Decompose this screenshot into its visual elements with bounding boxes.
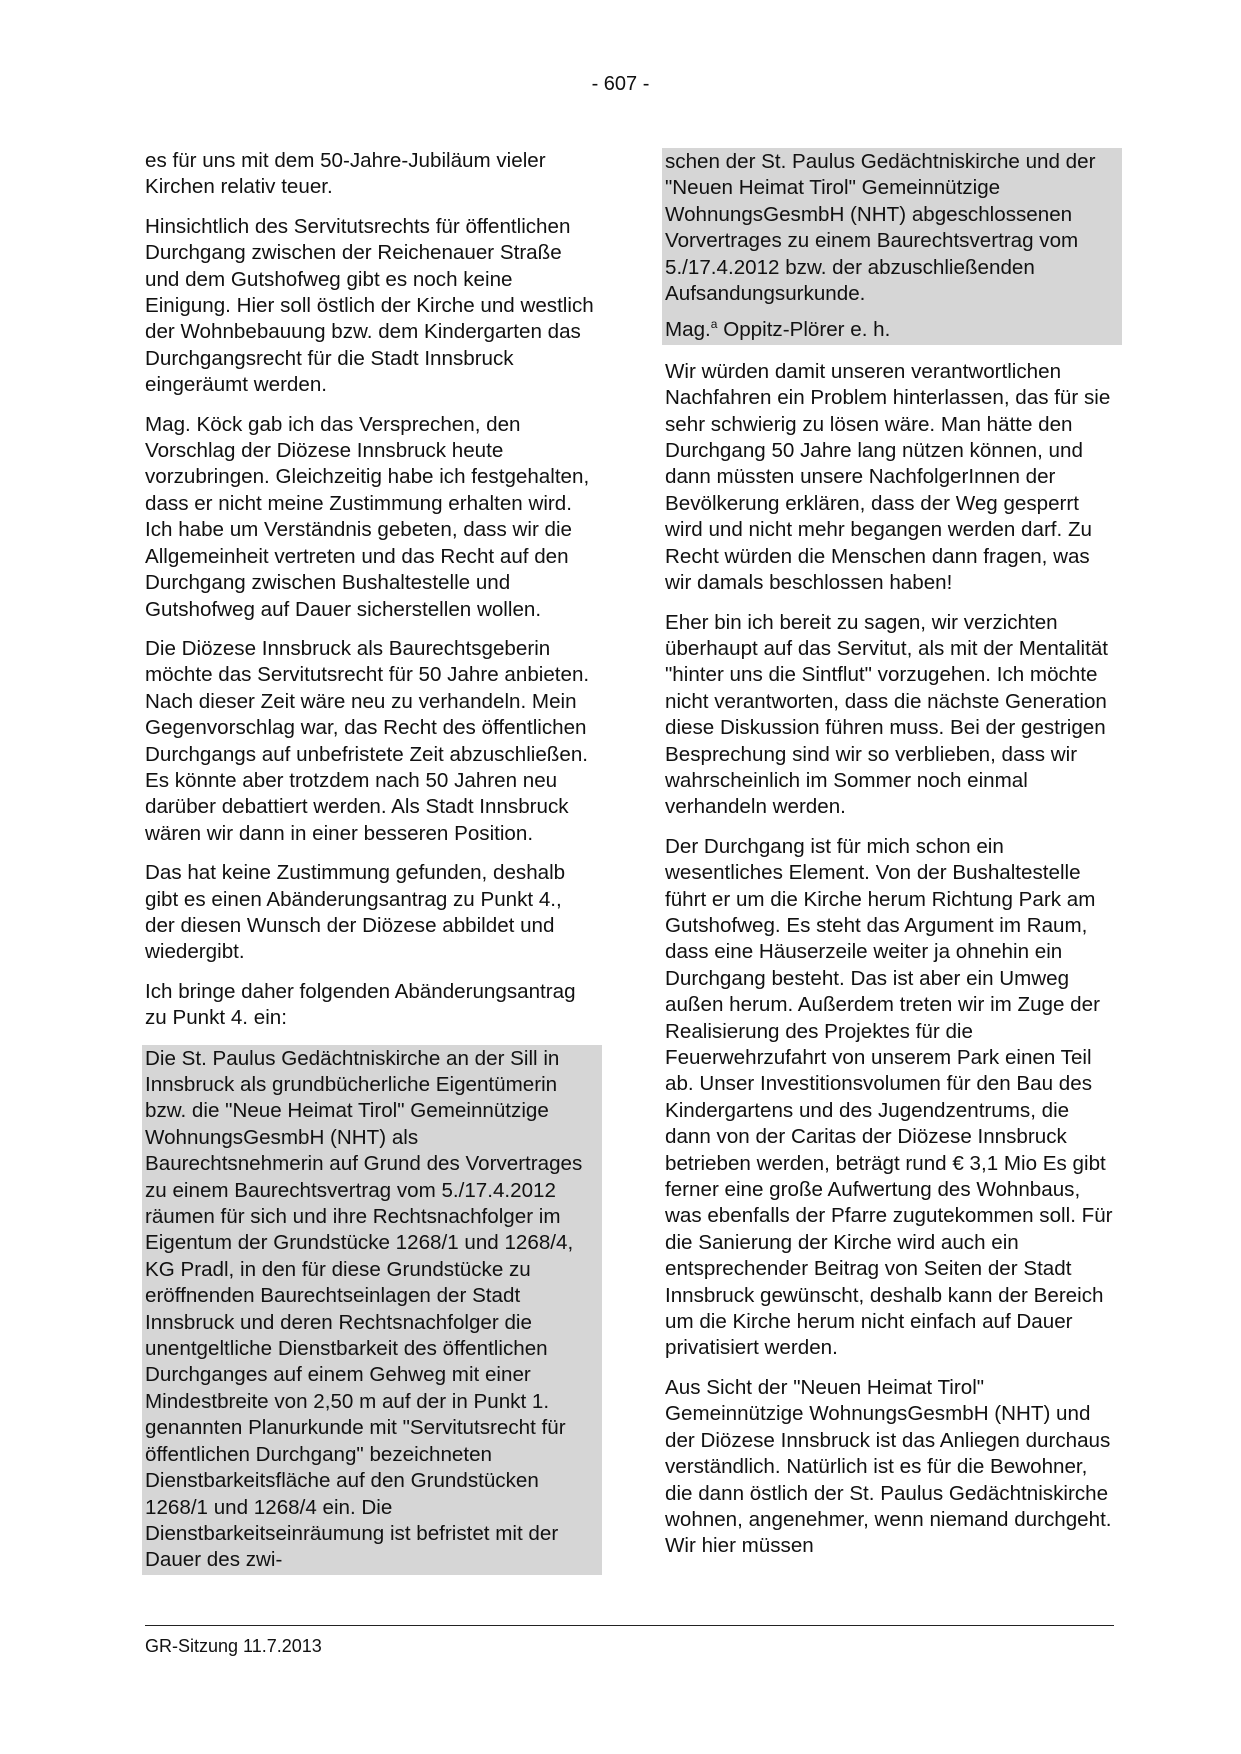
paragraph: es für uns mit dem 50-Jahre-Jubiläum vieler Kirchen relativ teuer. bbox=[145, 149, 546, 199]
footer-divider bbox=[145, 1625, 1114, 1626]
paragraph: Eher bin ich bereit zu sagen, wir verzichten überhaupt auf das Servitut, als mit der Mentalität "hinter uns die Sintflut" vorzugehen. Ich möchte nicht verantworten, dass die nächste Generation diese Diskussion führen muss. Bei der gestrigen Besprechung sind wir so verblieben, dass wir wahrscheinlich im Sommer noch einmal verhandeln werden. bbox=[665, 610, 1108, 819]
amendment-motion-box bbox=[142, 1045, 602, 1575]
right-column bbox=[665, 148, 1117, 1573]
amendment-motion-continuation: schen der St. Paulus Gedächtniskirche und der "Neuen Heimat Tirol" Gemeinnützige WohnungsGesmbH (NHT) abgeschlossenen Vorvertrages zu einem Baurechtsvertrag vom 5./17.4.2012 bzw. der abzuschließenden Aufsandungsurkunde. bbox=[665, 150, 1096, 306]
signature-title: Mag. bbox=[665, 318, 711, 342]
paragraph: Ich bringe daher folgenden Abänderungsantrag zu Punkt 4. ein: bbox=[145, 979, 576, 1030]
amendment-motion-box-continued bbox=[662, 148, 1122, 345]
paragraph: Der Durchgang ist für mich schon ein wesentliches Element. Von der Bushaltestelle führt er um die Kirche herum Richtung Park am Gutshofweg. Es steht das Argument im Raum, dass eine Häuserzeile weiter ja ohnehin ein Durchgang besteht. Das ist aber ein Umweg außen herum. Außerdem treten wir im Zuge der Realisierung des Projektes für die Feuerwehrzufahrt von unserem Park einen Teil ab. Unser Investitionsvolumen für den Bau des Kindergartens und des Jugendzentrums, die dann von der Caritas der Diözese Innsbruck betrieben werden, beträgt rund € 3,1 Mio Es gibt ferner eine große Aufwertung des Wohnbaus, was ebenfalls der Pfarre zugutekommen soll. Für die Sanierung der Kirche wird auch ein entsprechender Beitrag von Seiten der Stadt Innsbruck gewünscht, deshalb kann der Bereich um die Kirche herum nicht einfach auf Dauer privatisiert werden. bbox=[665, 834, 1113, 1360]
signature-name: Oppitz-Plörer e. h. bbox=[717, 318, 891, 342]
page-number: - 607 - bbox=[591, 73, 650, 95]
paragraph: Hinsichtlich des Servitutsrechts für öffentlichen Durchgang zwischen der Reichenauer Straße und dem Gutshofweg gibt es noch keine Einigung. Hier soll östlich der Kirche und westlich der Wohnbebauung bzw. dem Kindergarten das Durchgangsrecht für die Stadt Innsbruck eingeräumt werden. bbox=[145, 214, 594, 397]
amendment-motion-text: Die St. Paulus Gedächtniskirche an der Sill in Innsbruck als grundbücherliche Eigentümerin bzw. die "Neue Heimat Tirol" Gemeinnützige WohnungsGesmbH (NHT) als Baurechtsnehmerin auf Grund des Vorvertrages zu einem Baurechtsvertrag vom 5./17.4.2012 räumen für sich und ihre Rechtsnachfolger im Eigentum der Grundstücke 1268/1 und 1268/4, KG Pradl, in den für diese Grundstücke zu eröffnenden Baurechtseinlagen der Stadt Innsbruck und deren Rechtsnachfolger die unentgeltliche Dienstbarkeit des öffentlichen Durchganges auf einem Gehweg mit einer Mindestbreite von 2,50 m auf der in Punkt 1. genannten Planurkunde mit "Servitutsrecht für öffentlichen Durchgang" bezeichneten Dienstbarkeitsfläche auf den Grundstücken 1268/1 und 1268/4 ein. Die Dienstbarkeitseinräumung ist befristet mit der Dauer des zwi- bbox=[145, 1046, 583, 1572]
motion-signature bbox=[665, 317, 1117, 343]
paragraph: Mag. Köck gab ich das Versprechen, den Vorschlag der Diözese Innsbruck heute vorzubringen. Gleichzeitig habe ich festgehalten, dass er nicht meine Zustimmung erhalten wird. Ich habe um Verständnis gebeten, dass wir die Allgemeinheit vertreten und das Recht auf den Durchgang zwischen Bushaltestelle und Gutshofweg auf Dauer sicherstellen wollen. bbox=[145, 412, 590, 621]
paragraph: Das hat keine Zustimmung gefunden, deshalb gibt es einen Abänderungsantrag zu Punkt 4., der diesen Wunsch der Diözese abbildet und wiedergibt. bbox=[145, 861, 566, 964]
paragraph: Aus Sicht der "Neuen Heimat Tirol" Gemeinnützige WohnungsGesmbH (NHT) und der Diözese Innsbruck ist das Anliegen durchaus verständlich. Natürlich ist es für die Bewohner, die dann östlich der St. Paulus Gedächtniskirche wohnen, angenehmer, wenn niemand durchgeht. Wir hier müssen bbox=[665, 1375, 1112, 1558]
paragraph: Wir würden damit unseren verantwortlichen Nachfahren ein Problem hinterlassen, das für sie sehr schwierig zu lösen wäre. Man hätte den Durchgang 50 Jahre lang nützen können, und dann müssten unsere NachfolgerInnen der Bevölkerung erklären, dass der Weg gesperrt wird und nicht mehr begangen werden darf. Zu Recht würden die Menschen dann fragen, was wir damals beschlossen haben! bbox=[665, 359, 1111, 595]
paragraph: Die Diözese Innsbruck als Baurechtsgeberin möchte das Servitutsrecht für 50 Jahre anbieten. Nach dieser Zeit wäre neu zu verhandeln. Mein Gegenvorschlag war, das Recht des öffentlichen Durchgangs auf unbefristete Zeit abzuschließen. Es könnte aber trotzdem nach 50 Jahren neu darüber debattiert werden. Als Stadt Innsbruck wären wir dann in einer besseren Position. bbox=[145, 636, 590, 845]
footer-session-label: GR-Sitzung 11.7.2013 bbox=[145, 1636, 322, 1656]
signature-title-superscript: a bbox=[710, 317, 718, 332]
left-column bbox=[145, 148, 597, 1575]
